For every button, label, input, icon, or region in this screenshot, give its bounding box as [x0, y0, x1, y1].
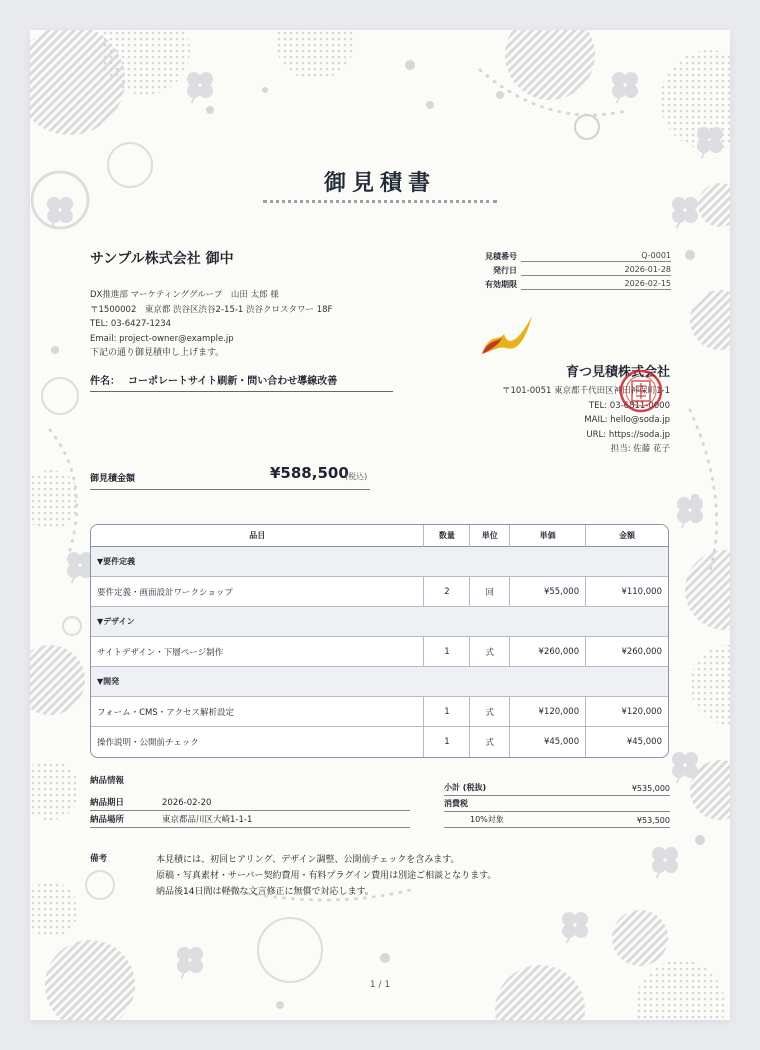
notes-text	[156, 852, 496, 900]
table-row	[91, 727, 668, 757]
subtotal-row	[444, 780, 670, 796]
meta-row-issue-date	[475, 262, 671, 276]
header-qty: 数量	[424, 525, 470, 547]
item-qty: 1	[424, 637, 470, 667]
recipient-phone: TEL: 03-6427-1234	[90, 319, 172, 329]
delivery-value: 2026-02-20	[162, 798, 212, 808]
company-logo	[478, 312, 538, 362]
meta-row-expiry	[475, 276, 671, 290]
item-unit: 式	[470, 637, 510, 667]
header-item: 品目	[91, 525, 424, 547]
table-row	[91, 577, 668, 607]
delivery-info	[90, 794, 410, 828]
delivery-row-date	[90, 794, 410, 811]
meta-value: Q-0001	[521, 251, 671, 262]
notes-line: 納品後14日間は軽微な文言修正に無償で対応します。	[156, 887, 374, 897]
recipient-email: Email: project-owner@example.jp	[90, 333, 234, 344]
meta-label: 発行日	[493, 266, 517, 275]
line-items-table	[90, 524, 669, 758]
recipient-address: 〒1500002 東京都 渋谷区渋谷2-15-1 渋谷クロスタワー 18F	[90, 304, 333, 315]
item-price: ¥260,000	[510, 637, 586, 667]
item-qty: 1	[424, 727, 470, 757]
total-amount-block	[90, 462, 370, 490]
meta-value: 2026-02-15	[521, 279, 671, 290]
recipient-details	[90, 288, 332, 361]
document-page	[30, 30, 730, 1020]
summary-block	[444, 780, 670, 828]
tax-label: 消費税	[444, 799, 468, 808]
delivery-label: 納品期日	[90, 798, 125, 808]
subject-value: コーポレートサイト刷新・問い合わせ導線改善	[128, 376, 338, 387]
header-unit: 単位	[470, 525, 510, 547]
delivery-value: 東京都品川区大崎1-1-1	[162, 815, 253, 825]
company-seal-icon	[618, 368, 664, 414]
greeting-text: 下記の通り御見積申し上げます。	[90, 348, 225, 358]
issuer-address: 〒101-0051 東京都千代田区神田神保町1-1	[501, 386, 670, 396]
subtotal-value: ¥535,000	[631, 784, 670, 793]
section-row	[91, 547, 668, 577]
item-amount: ¥120,000	[586, 697, 668, 727]
issuer-contact: 担当: 佐藤 花子	[610, 444, 670, 454]
item-unit: 式	[470, 727, 510, 757]
item-price: ¥120,000	[510, 697, 586, 727]
total-amount: ¥588,500	[270, 464, 349, 482]
item-amount: ¥110,000	[586, 577, 668, 607]
tax-row	[444, 796, 670, 812]
title-underline	[263, 200, 497, 203]
section-row	[91, 667, 668, 697]
issuer-phone: TEL: 03-6811-0000	[588, 400, 670, 411]
header-price: 単価	[510, 525, 586, 547]
meta-value: 2026-01-28	[521, 265, 671, 276]
quote-meta	[475, 248, 671, 290]
tax-rate-label: 10%対象	[470, 815, 504, 824]
tax-amount: ¥53,500	[636, 816, 670, 825]
recipient-department: DX推進部 マーケティンググループ 山田 太郎 様	[90, 290, 279, 300]
item-price: ¥55,000	[510, 577, 586, 607]
meta-label: 有効期限	[485, 280, 517, 289]
item-name: 操作説明・公開前チェック	[91, 727, 424, 757]
item-qty: 1	[424, 697, 470, 727]
meta-label: 見積番号	[485, 252, 517, 261]
item-unit: 回	[470, 577, 510, 607]
section-title: ▼要件定義	[91, 547, 668, 577]
meta-row-number	[475, 248, 671, 262]
section-title: ▼開発	[91, 667, 668, 697]
subtotal-label: 小計 (税抜)	[444, 783, 487, 792]
table-header-row	[91, 525, 668, 547]
item-unit: 式	[470, 697, 510, 727]
delivery-row-place	[90, 811, 410, 828]
delivery-heading: 納品情報	[90, 776, 125, 786]
item-qty: 2	[424, 577, 470, 607]
item-name: フォーム・CMS・アクセス解析設定	[91, 697, 424, 727]
total-tax-note: (税込)	[345, 472, 368, 481]
tax-detail-row	[444, 812, 670, 828]
subject-label: 件名：	[90, 376, 120, 387]
delivery-label: 納品場所	[90, 815, 125, 825]
issuer-name: 育つ見積株式会社	[565, 365, 670, 380]
page-number: 1 / 1	[369, 980, 391, 990]
recipient-name: サンプル株式会社 御中	[90, 251, 234, 267]
section-title: ▼デザイン	[91, 607, 668, 637]
item-name: サイトデザイン・下層ページ制作	[91, 637, 424, 667]
header-amount: 金額	[586, 525, 668, 547]
total-label: 御見積金額	[90, 474, 136, 484]
item-amount: ¥45,000	[626, 737, 662, 747]
document-title: 御見積書	[323, 171, 436, 196]
notes-label: 備考	[90, 854, 108, 864]
issuer-email: MAIL: hello@soda.jp	[584, 415, 670, 425]
item-price: ¥45,000	[510, 727, 586, 757]
subject-line	[90, 372, 393, 392]
item-amount: ¥260,000	[586, 637, 668, 667]
item-name: 要件定義・画面設計ワークショップ	[91, 577, 424, 607]
issuer-url: URL: https://soda.jp	[586, 429, 670, 440]
notes-line: 本見積には、初回ヒアリング、デザイン調整、公開前チェックを含みます。	[156, 855, 460, 865]
notes-line: 原稿・写真素材・サーバー契約費用・有料プラグイン費用は別途ご相談となります。	[156, 871, 497, 881]
section-row	[91, 607, 668, 637]
table-row	[91, 697, 668, 727]
table-row	[91, 637, 668, 667]
